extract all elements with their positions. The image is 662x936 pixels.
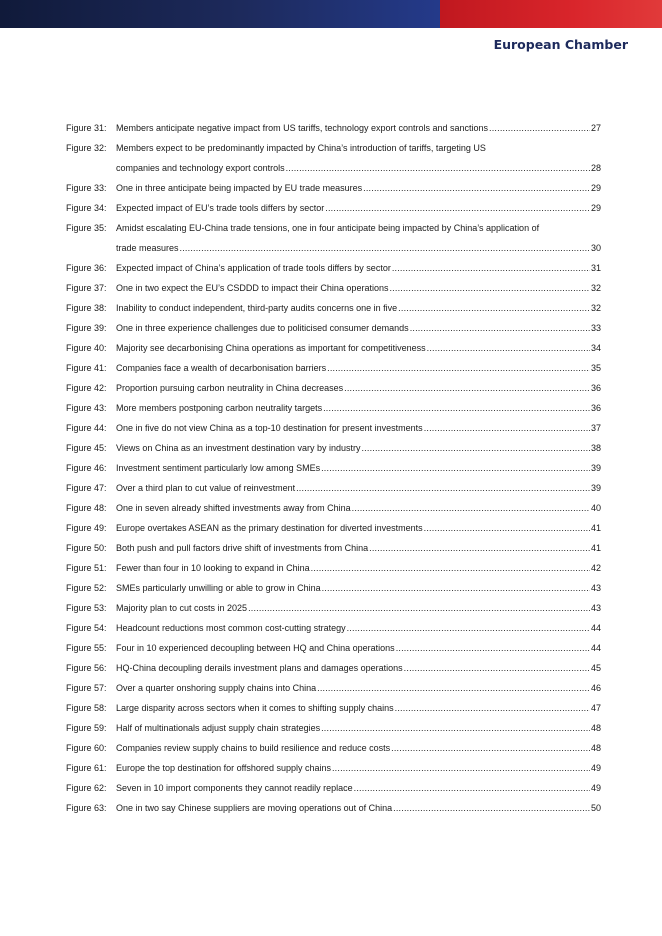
page-number: 27 [590, 123, 601, 133]
toc-entry-line [66, 578, 601, 598]
toc-entry-line [66, 298, 601, 318]
dot-leader [325, 198, 590, 218]
figure-title: Four in 10 experienced decoupling between HQ and China operations [116, 643, 395, 653]
toc-entry[interactable] [66, 718, 601, 738]
figure-label: Figure 36: [66, 263, 107, 273]
toc-entry[interactable] [66, 438, 601, 458]
dot-leader [427, 338, 590, 358]
toc-entry[interactable] [66, 798, 601, 818]
toc-entry[interactable] [66, 478, 601, 498]
toc-entry[interactable] [66, 678, 601, 698]
toc-entry-line [66, 358, 601, 378]
dot-leader [424, 518, 590, 538]
dot-leader [354, 778, 590, 798]
toc-entry[interactable] [66, 178, 601, 198]
page-number: 36 [590, 383, 601, 393]
dot-leader [398, 298, 590, 318]
page-number: 48 [590, 723, 601, 733]
figure-title: Members expect to be predominantly impacted by China’s introduction of tariffs, targeting US [116, 143, 486, 153]
toc-entry[interactable] [66, 498, 601, 518]
brand-logo-text: European Chamber [493, 37, 628, 52]
toc-entry-line [66, 418, 601, 438]
figure-title: Inability to conduct independent, third-party audits concerns one in five [116, 303, 398, 313]
toc-entry-line [66, 518, 601, 538]
page-number: 44 [590, 643, 601, 653]
toc-entry[interactable] [66, 778, 601, 798]
figure-title: Europe overtakes ASEAN as the primary destination for diverted investments [116, 523, 423, 533]
list-of-figures [66, 118, 601, 818]
toc-entry[interactable] [66, 398, 601, 418]
toc-entry[interactable] [66, 418, 601, 438]
figure-title: Large disparity across sectors when it comes to shifting supply chains [116, 703, 394, 713]
figure-label: Figure 42: [66, 383, 107, 393]
figure-title: Headcount reductions most common cost-cutting strategy [116, 623, 346, 633]
toc-entry-line [66, 218, 601, 238]
toc-entry[interactable] [66, 738, 601, 758]
figure-title: Fewer than four in 10 looking to expand in China [116, 563, 310, 573]
toc-entry[interactable] [66, 138, 601, 178]
figure-label: Figure 62: [66, 783, 107, 793]
page-number: 34 [590, 343, 601, 353]
figure-label: Figure 37: [66, 283, 107, 293]
dot-leader [321, 458, 590, 478]
page-number: 44 [590, 623, 601, 633]
toc-entry-line [66, 538, 601, 558]
dot-leader [322, 578, 590, 598]
figure-title: More members postponing carbon neutrality targets [116, 403, 323, 413]
figure-title: Companies review supply chains to build resilience and reduce costs [116, 743, 391, 753]
dot-leader [369, 538, 590, 558]
figure-title: One in two expect the EU’s CSDDD to impact their China operations [116, 283, 389, 293]
toc-entry[interactable] [66, 518, 601, 538]
toc-entry-line [66, 378, 601, 398]
page-number: 47 [590, 703, 601, 713]
figure-title: Expected impact of China’s application of trade tools differs by sector [116, 263, 391, 273]
dot-leader [404, 658, 590, 678]
figure-label: Figure 51: [66, 563, 107, 573]
dot-leader [317, 678, 590, 698]
figure-title: Seven in 10 import components they cannot readily replace [116, 783, 353, 793]
dot-leader [424, 418, 590, 438]
figure-title: Investment sentiment particularly low among SMEs [116, 463, 321, 473]
figure-label: Figure 47: [66, 483, 107, 493]
page-number: 36 [590, 403, 601, 413]
figure-label: Figure 52: [66, 583, 107, 593]
figure-label: Figure 56: [66, 663, 107, 673]
toc-entry-line [66, 558, 601, 578]
toc-entry-line [66, 718, 601, 738]
page-number: 28 [590, 163, 601, 173]
figure-title: One in seven already shifted investments away from China [116, 503, 351, 513]
page-number: 49 [590, 763, 601, 773]
figure-label: Figure 44: [66, 423, 107, 433]
page-number: 29 [590, 183, 601, 193]
figure-label: Figure 33: [66, 183, 107, 193]
figure-title: Majority see decarbonising China operations as important for competitiveness [116, 343, 426, 353]
figure-title: Europe the top destination for offshored supply chains [116, 763, 331, 773]
dot-leader [323, 398, 590, 418]
toc-entry[interactable] [66, 118, 601, 138]
toc-entry[interactable] [66, 698, 601, 718]
figure-title: Expected impact of EU’s trade tools differs by sector [116, 203, 325, 213]
figure-title: Both push and pull factors drive shift of investments from China [116, 543, 369, 553]
toc-entry-line [66, 438, 601, 458]
figure-title-continued: companies and technology export controls [116, 163, 285, 173]
figure-title: Over a quarter onshoring supply chains into China [116, 683, 317, 693]
page-number: 32 [590, 303, 601, 313]
dot-leader [311, 558, 590, 578]
page-number: 41 [590, 523, 601, 533]
toc-entry-line [66, 598, 601, 618]
figure-label: Figure 39: [66, 323, 107, 333]
page-number: 41 [590, 543, 601, 553]
figure-label: Figure 41: [66, 363, 107, 373]
dot-leader [352, 498, 590, 518]
toc-entry-line [66, 798, 601, 818]
page-number: 46 [590, 683, 601, 693]
page-number: 35 [590, 363, 601, 373]
dot-leader [180, 238, 590, 258]
figure-label: Figure 57: [66, 683, 107, 693]
figure-label: Figure 53: [66, 603, 107, 613]
figure-label: Figure 63: [66, 803, 107, 813]
page-number: 43 [590, 583, 601, 593]
toc-entry-line [66, 258, 601, 278]
toc-entry-line [66, 318, 601, 338]
toc-entry-line [66, 198, 601, 218]
toc-entry-line [66, 678, 601, 698]
toc-entry-line [66, 138, 601, 158]
figure-label: Figure 58: [66, 703, 107, 713]
toc-entry[interactable] [66, 758, 601, 778]
figure-label: Figure 50: [66, 543, 107, 553]
toc-entry[interactable] [66, 318, 601, 338]
toc-entry-line [66, 658, 601, 678]
figure-label: Figure 32: [66, 143, 107, 153]
figure-label: Figure 43: [66, 403, 107, 413]
dot-leader [392, 258, 590, 278]
dot-leader [286, 158, 590, 178]
figure-title: One in two say Chinese suppliers are moving operations out of China [116, 803, 393, 813]
toc-entry[interactable] [66, 638, 601, 658]
toc-entry-line [66, 398, 601, 418]
toc-entry-line [66, 638, 601, 658]
dot-leader [327, 358, 590, 378]
figure-title: Members anticipate negative impact from US tariffs, technology export controls and sanctions [116, 123, 489, 133]
page-number: 39 [590, 483, 601, 493]
figure-label: Figure 31: [66, 123, 107, 133]
figure-title: One in three anticipate being impacted by EU trade measures [116, 183, 363, 193]
page-number: 43 [590, 603, 601, 613]
dot-leader [395, 698, 590, 718]
page-number: 33 [590, 323, 601, 333]
figure-title: Majority plan to cut costs in 2025 [116, 603, 248, 613]
page-number: 40 [590, 503, 601, 513]
toc-entry[interactable] [66, 198, 601, 218]
page-number: 48 [590, 743, 601, 753]
figure-title: Proportion pursuing carbon neutrality in China decreases [116, 383, 344, 393]
figure-title: HQ-China decoupling derails investment plans and damages operations [116, 663, 403, 673]
figure-title: Companies face a wealth of decarbonisation barriers [116, 363, 327, 373]
toc-entry-line [66, 738, 601, 758]
dot-leader [489, 118, 590, 138]
figure-label: Figure 59: [66, 723, 107, 733]
page-number: 30 [590, 243, 601, 253]
toc-entry[interactable] [66, 358, 601, 378]
toc-entry-line [66, 118, 601, 138]
page-number: 45 [590, 663, 601, 673]
dot-leader [321, 718, 590, 738]
page-number: 38 [590, 443, 601, 453]
figure-title: Views on China as an investment destination vary by industry [116, 443, 361, 453]
dot-leader [393, 798, 590, 818]
figure-label: Figure 54: [66, 623, 107, 633]
page-number: 49 [590, 783, 601, 793]
figure-label: Figure 61: [66, 763, 107, 773]
figure-label: Figure 38: [66, 303, 107, 313]
header-band [0, 0, 662, 28]
toc-entry[interactable] [66, 658, 601, 678]
toc-entry-line [66, 618, 601, 638]
figure-label: Figure 46: [66, 463, 107, 473]
page-number: 39 [590, 463, 601, 473]
toc-entry-line-continued [66, 158, 601, 178]
dot-leader [332, 758, 590, 778]
toc-entry-line [66, 338, 601, 358]
figure-label: Figure 34: [66, 203, 107, 213]
figure-label: Figure 35: [66, 223, 107, 233]
dot-leader [344, 378, 590, 398]
toc-entry-line [66, 498, 601, 518]
figure-title: SMEs particularly unwilling or able to grow in China [116, 583, 321, 593]
dot-leader [248, 598, 590, 618]
dot-leader [296, 478, 590, 498]
toc-entry[interactable] [66, 538, 601, 558]
page-number: 31 [590, 263, 601, 273]
figure-label: Figure 45: [66, 443, 107, 453]
toc-entry-line-continued [66, 238, 601, 258]
toc-entry-line [66, 478, 601, 498]
dot-leader [389, 278, 590, 298]
figure-title: Amidst escalating EU-China trade tensions, one in four anticipate being impacted by China’s application of [116, 223, 540, 233]
figure-label: Figure 40: [66, 343, 107, 353]
figure-title-continued: trade measures [116, 243, 179, 253]
figure-label: Figure 60: [66, 743, 107, 753]
toc-entry-line [66, 758, 601, 778]
page-number: 42 [590, 563, 601, 573]
toc-entry[interactable] [66, 598, 601, 618]
toc-entry[interactable] [66, 558, 601, 578]
toc-entry[interactable] [66, 218, 601, 258]
toc-entry[interactable] [66, 578, 601, 598]
toc-entry-line [66, 178, 601, 198]
figure-label: Figure 49: [66, 523, 107, 533]
toc-entry-line [66, 778, 601, 798]
toc-entry[interactable] [66, 378, 601, 398]
figure-label: Figure 48: [66, 503, 107, 513]
toc-entry[interactable] [66, 458, 601, 478]
toc-entry-line [66, 698, 601, 718]
dot-leader [361, 438, 590, 458]
figure-title: One in five do not view China as a top-10 destination for present investments [116, 423, 423, 433]
page-number: 50 [590, 803, 601, 813]
toc-entry[interactable] [66, 338, 601, 358]
dot-leader [391, 738, 590, 758]
toc-entry[interactable] [66, 298, 601, 318]
page-number: 37 [590, 423, 601, 433]
toc-entry-line [66, 458, 601, 478]
figure-title: Half of multinationals adjust supply chain strategies [116, 723, 321, 733]
figure-title: One in three experience challenges due to politicised consumer demands [116, 323, 409, 333]
header-band-red [440, 0, 662, 28]
toc-entry[interactable] [66, 618, 601, 638]
toc-entry[interactable] [66, 258, 601, 278]
toc-entry-line [66, 278, 601, 298]
header-band-blue [0, 0, 440, 28]
dot-leader [347, 618, 590, 638]
page-number: 32 [590, 283, 601, 293]
dot-leader [410, 318, 590, 338]
page-number: 29 [590, 203, 601, 213]
figure-title: Over a third plan to cut value of reinvestment [116, 483, 296, 493]
dot-leader [363, 178, 590, 198]
figure-label: Figure 55: [66, 643, 107, 653]
toc-entry[interactable] [66, 278, 601, 298]
dot-leader [396, 638, 590, 658]
